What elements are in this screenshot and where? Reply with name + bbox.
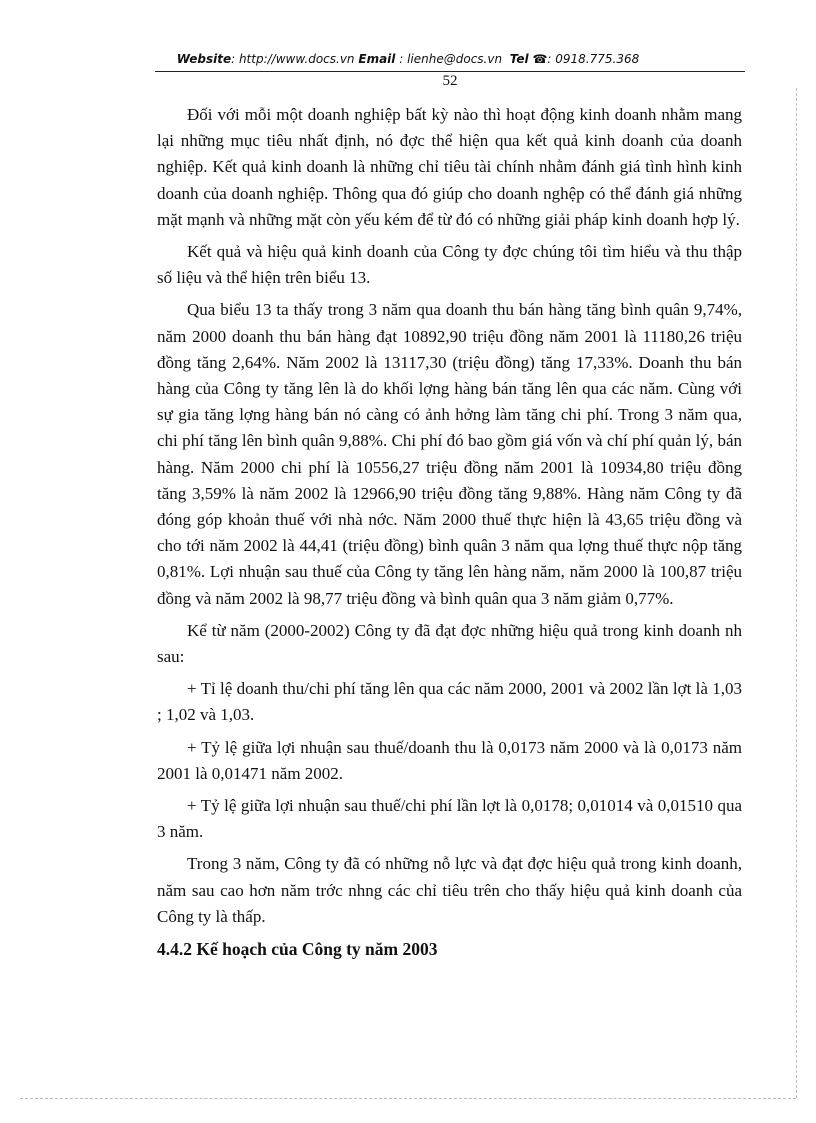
page-edge-bottom bbox=[20, 1098, 796, 1099]
page-edge-right bbox=[796, 88, 797, 1098]
page-number: 52 bbox=[442, 73, 458, 89]
paragraph: Kể từ năm (2000-2002) Công ty đã đạt đợc những hiệu quả trong kinh doanh nh sau: bbox=[157, 620, 742, 667]
header-divider bbox=[155, 71, 745, 72]
page-header bbox=[0, 52, 816, 66]
website-value: : http://www.docs.vn bbox=[231, 52, 355, 66]
body-text bbox=[157, 102, 742, 962]
tel-value: : 0918.775.368 bbox=[547, 52, 640, 66]
email-label: Email bbox=[358, 52, 396, 66]
paragraph: Đối với mỗi một doanh nghiệp bất kỳ nào thì hoạt động kinh doanh nhằm mang lại những mục tiêu nhất định, nó đợc thể hiện qua kết quả kinh doanh của doanh nghiệp. Kết quả kinh doanh là những chỉ tiêu tài chính nhằm đánh giá tình hình kinh doanh của doanh nghiệp. Thông qua đó giúp cho doanh nghệp có thể đánh giá những mặt mạnh và những mặt còn yếu kém để từ đó có những giải pháp kinh doanh hợp lý. bbox=[157, 105, 742, 229]
section-heading: 4.4.2 Kế hoạch của Công ty năm 2003 bbox=[157, 939, 438, 960]
phone-icon: ☎ bbox=[532, 52, 548, 66]
paragraph: + Tỷ lệ giữa lợi nhuận sau thuế/chi phí lần lợt là 0,0178; 0,01014 và 0,01510 qua 3 năm. bbox=[157, 796, 742, 842]
paragraph: + Tỉ lệ doanh thu/chi phí tăng lên qua các năm 2000, 2001 và 2002 lần lợt là 1,03 ; 1,02 và 1,03. bbox=[157, 679, 742, 725]
website-label: Website bbox=[176, 52, 232, 66]
paragraph: Qua biểu 13 ta thấy trong 3 năm qua doanh thu bán hàng tăng bình quân 9,74%, năm 2000 doanh thu bán hàng đạt 10892,90 triệu đồng năm 2001 là 11180,26 triệu đồng tăng 2,64%. Năm 2002 là 13117,30 (triệu đồng) tăng 17,33%. Doanh thu bán hàng của Công ty tăng lên là do khối lợng hàng bán tăng lên qua các năm. Cùng với sự gia tăng lợng hàng bán nó càng có ảnh hởng làm tăng chi phí. Trong 3 năm qua, chi phí tăng lên bình quân 9,88%. Chi phí đó bao gồm giá vốn và chí phí quản lý, bán hàng. Năm 2000 chi phí là 10556,27 triệu đồng năm 2001 là 10934,80 triệu đồng tăng 3,59% là năm 2002 là 12966,90 triệu đồng tăng 9,88%. Hàng năm Công ty đã đóng góp khoản thuế với nhà nớc. Năm 2000 thuế thực hiện là 43,65 triệu đồng và cho tới năm 2002 là 44,41 (triệu đồng) bình quân 3 năm qua lợng thuế thực nộp tăng 0,81%. Lợi nhuận sau thuế của Công ty tăng lên hàng năm, năm 2000 là 100,87 triệu đồng và năm 2002 là 98,77 triệu đồng và bình quân qua 3 năm giảm 0,77%. bbox=[157, 300, 742, 608]
paragraph: Kết quả và hiệu quả kinh doanh của Công ty đợc chúng tôi tìm hiểu và thu thập số liệu và thể hiện trên biểu 13. bbox=[157, 242, 742, 288]
paragraph: Trong 3 năm, Công ty đã có những nỗ lực và đạt đợc hiệu quả trong kinh doanh, năm sau cao hơn năm trớc nhng các chỉ tiêu trên cho thấy hiệu quả kinh doanh của Công ty là thấp. bbox=[157, 854, 742, 926]
paragraph: + Tỷ lệ giữa lợi nhuận sau thuế/doanh thu là 0,0173 năm 2000 và là 0,0173 năm 2001 là 0,01471 năm 2002. bbox=[157, 737, 742, 783]
email-value: : lienhe@docs.vn bbox=[399, 52, 503, 66]
tel-label: Tel bbox=[509, 52, 529, 66]
